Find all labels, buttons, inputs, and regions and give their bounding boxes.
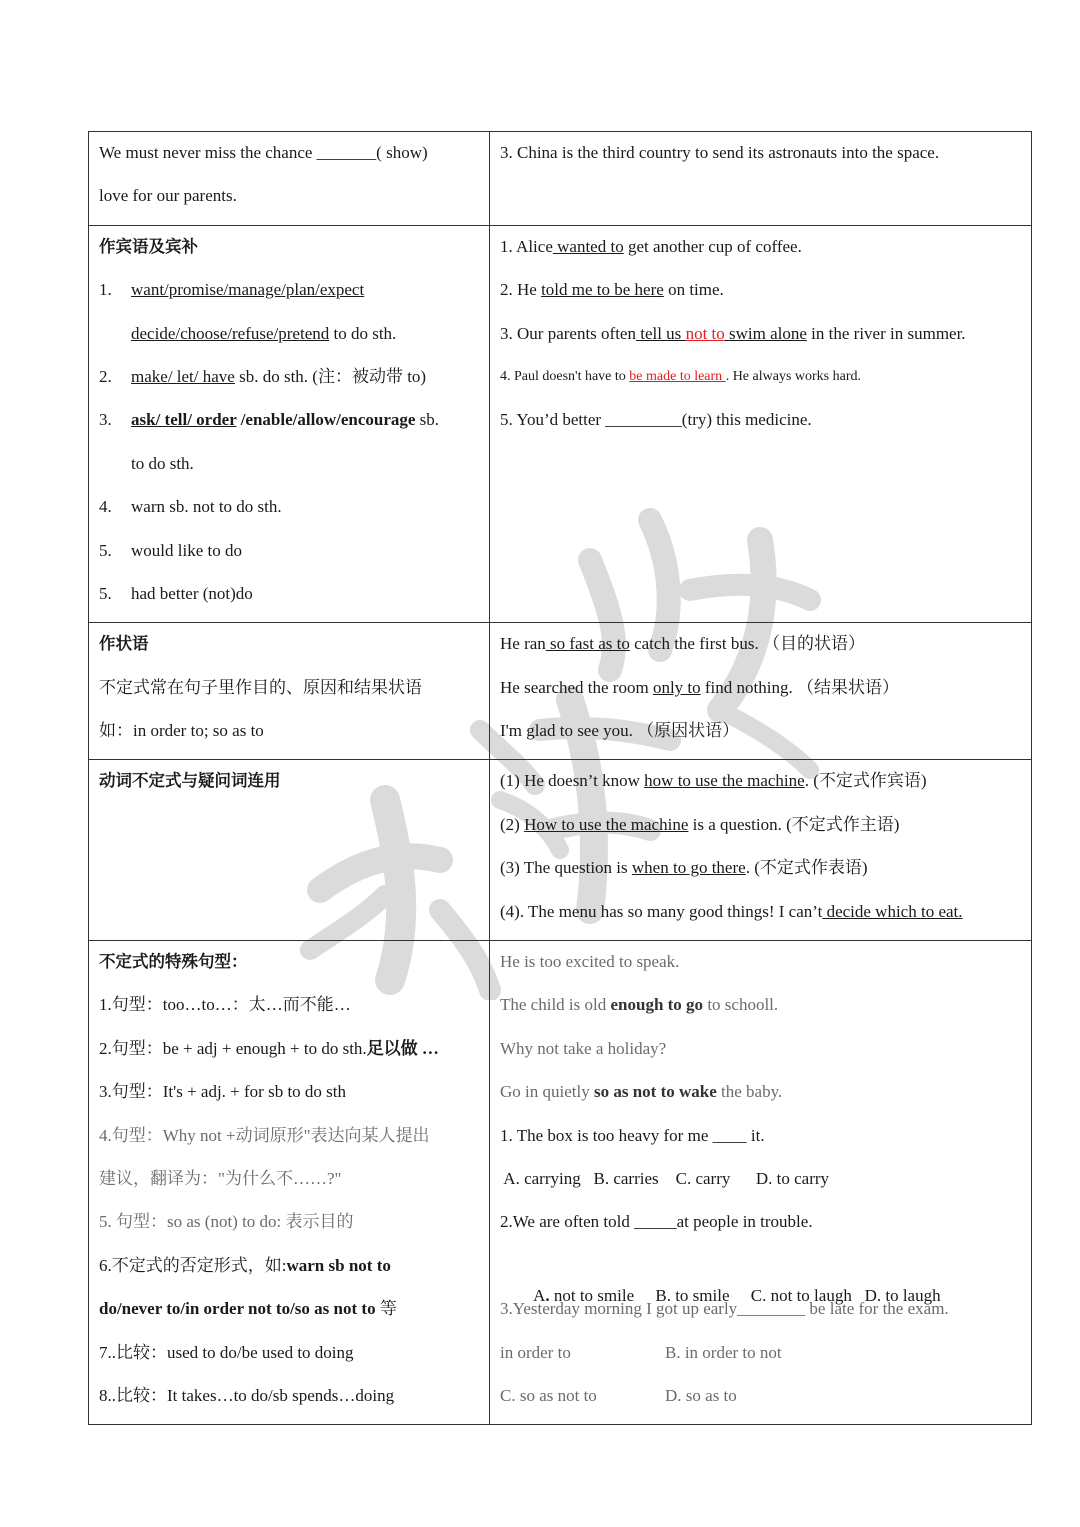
exercise-options: in order to B. in order to not bbox=[500, 1342, 782, 1362]
right-cell bbox=[490, 760, 1032, 941]
table-row bbox=[89, 941, 1032, 1425]
text-line: 6.不定式的否定形式，如:warn sb not to bbox=[99, 1255, 391, 1275]
section-heading: 作状语 bbox=[99, 634, 149, 654]
example-sentence: He ran so fast as to catch the first bus. （目的状语） bbox=[500, 634, 865, 654]
example-sentence: 1. Alice wanted to get another cup of coffee. bbox=[500, 236, 802, 256]
exercise-options: A. carrying B. carries C. carry D. to carry bbox=[500, 1168, 830, 1188]
example-sentence: 2. He told me to be here on time. bbox=[500, 280, 724, 300]
text-line: 建议，翻译为："为什么不……?" bbox=[99, 1168, 342, 1188]
right-cell bbox=[490, 941, 1032, 1425]
left-cell bbox=[89, 760, 490, 941]
grammar-table bbox=[88, 131, 1032, 1425]
exercise-question: 1. The box is too heavy for me ____ it. bbox=[500, 1125, 765, 1145]
list-item: 4. warn sb. not to do sth. bbox=[99, 497, 282, 517]
text-line: 5. 句型：so as (not) to do: 表示目的 bbox=[99, 1212, 354, 1232]
exercise-question: 2.We are often told _____at people in trouble. bbox=[500, 1212, 813, 1232]
right-cell bbox=[490, 225, 1032, 623]
section-heading: 动词不定式与疑问词连用 bbox=[99, 771, 281, 791]
example-sentence: 5. You’d better _________(try) this medicine. bbox=[500, 410, 812, 430]
exercise-options: C. so as not to D. so as to bbox=[500, 1385, 737, 1405]
exercise-question: 3.Yesterday morning I got up early________ be late for the exam. bbox=[500, 1299, 949, 1319]
example-sentence: 3. China is the third country to send its astronauts into the space. bbox=[500, 143, 940, 162]
example-sentence: He is too excited to speak. bbox=[500, 952, 680, 972]
section-heading: 作宾语及宾补 bbox=[99, 236, 198, 256]
left-cell bbox=[89, 941, 490, 1425]
example-sentence: Go in quietly so as not to wake the baby. bbox=[500, 1082, 783, 1102]
table-row bbox=[89, 225, 1032, 623]
table-row bbox=[89, 623, 1032, 760]
text-line: 2.句型：be + adj + enough + to do sth.足以做 … bbox=[99, 1038, 439, 1058]
text-line: 3.句型：It's + adj. + for sb to do sth bbox=[99, 1082, 347, 1102]
example-sentence: 3. Our parents often tell us not to swim alone in the river in summer. bbox=[500, 323, 966, 343]
example-sentence: 4. Paul doesn't have to be made to learn . He always works hard. bbox=[500, 368, 861, 384]
text-line: 8..比较：It takes…to do/sb spends…doing bbox=[99, 1385, 395, 1405]
text-line: 4.句型：Why not +动词原形"表达向某人提出 bbox=[99, 1125, 430, 1145]
text-line: 1.句型：too…to…：太…而不能… bbox=[99, 995, 351, 1015]
example-sentence: Why not take a holiday? bbox=[500, 1038, 667, 1058]
list-item-continued: to do sth. bbox=[131, 453, 194, 473]
right-cell bbox=[490, 132, 1032, 226]
example-sentence: (4). The menu has so many good things! I can’t decide which to eat. bbox=[500, 901, 963, 921]
list-item: 5. would like to do bbox=[99, 540, 242, 560]
list-item: 2. make/ let/ have sb. do sth. (注：被动带 to) bbox=[99, 366, 427, 386]
example-sentence: (2) How to use the machine is a question. (不定式作主语) bbox=[500, 814, 900, 834]
text-line: We must never miss the chance _______( show) bbox=[99, 143, 428, 162]
example-sentence: The child is old enough to go to schooll. bbox=[500, 995, 779, 1015]
example-sentence: (3) The question is when to go there. (不定式作表语) bbox=[500, 858, 868, 878]
list-item: 5. had better (not)do bbox=[99, 583, 253, 603]
section-heading: 不定式的特殊句型： bbox=[99, 952, 248, 972]
example-sentence: He searched the room only to find nothing. （结果状语） bbox=[500, 677, 899, 697]
text-line: 7..比较：used to do/be used to doing bbox=[99, 1342, 354, 1362]
right-cell bbox=[490, 623, 1032, 760]
table-row bbox=[89, 132, 1032, 226]
example-sentence: I'm glad to see you. （原因状语） bbox=[500, 721, 740, 741]
table-row bbox=[89, 760, 1032, 941]
left-cell bbox=[89, 132, 490, 226]
text-line: love for our parents. bbox=[99, 186, 237, 206]
text-line: 不定式常在句子里作目的、原因和结果状语 bbox=[99, 677, 422, 697]
list-item-continued: decide/choose/refuse/pretend to do sth. bbox=[131, 323, 397, 343]
exercise-options: A. not to smile B. to smile C. not to laugh D. to laugh bbox=[533, 1285, 941, 1305]
left-cell bbox=[89, 225, 490, 623]
list-item: 3. ask/ tell/ order /enable/allow/encourage sb. bbox=[99, 410, 440, 430]
list-item: 1. want/promise/manage/plan/expect bbox=[99, 280, 365, 300]
example-sentence: (1) He doesn’t know how to use the machine. (不定式作宾语) bbox=[500, 771, 927, 791]
text-line: do/never to/in order not to/so as not to 等 bbox=[99, 1299, 397, 1319]
left-cell bbox=[89, 623, 490, 760]
text-line: 如：in order to; so as to bbox=[99, 721, 264, 741]
